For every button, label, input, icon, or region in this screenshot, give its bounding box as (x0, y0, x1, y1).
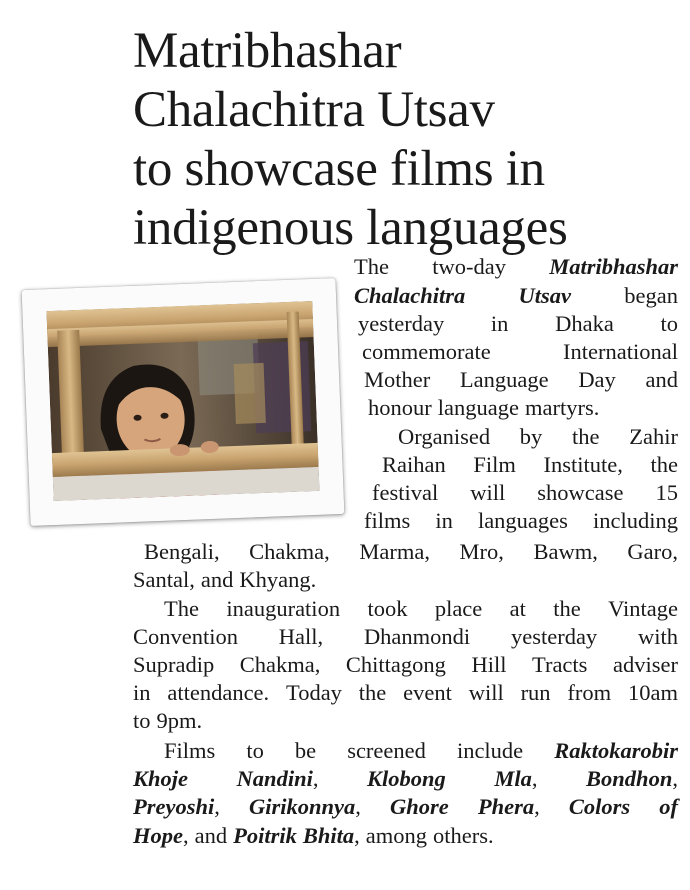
body-text: event (403, 680, 452, 705)
article-word (593, 507, 678, 536)
film-title-text: Phera (477, 794, 535, 819)
body-text: Raihan (382, 452, 446, 477)
article-word (133, 651, 214, 680)
body-text: yesterday (510, 624, 598, 649)
photo-girl-icon (46, 301, 319, 501)
article-word (133, 822, 189, 851)
film-title-text: Girikonnya (248, 794, 356, 819)
body-text: languages (477, 508, 568, 533)
body-text: yesterday (358, 311, 445, 336)
film-title-text: Raktokarobir (554, 738, 678, 763)
body-text: 15 (655, 480, 678, 505)
article-word (578, 366, 616, 395)
body-text: to (660, 311, 678, 336)
article-word (133, 793, 220, 822)
body-text: , (534, 794, 540, 819)
body-text: Hill (471, 652, 507, 677)
body-text: include (456, 738, 524, 763)
body-text: screened (347, 738, 426, 763)
body-text: International (563, 339, 678, 364)
article-word (569, 793, 630, 822)
article-word (659, 793, 678, 822)
body-text: with (637, 624, 678, 649)
article-line (364, 507, 678, 536)
article-word (627, 538, 678, 567)
body-text: began (624, 283, 678, 308)
article-word (645, 366, 678, 395)
body-text: Day (578, 367, 616, 392)
article-word (549, 253, 678, 282)
body-text: 10am (628, 680, 678, 705)
article-word (368, 394, 432, 423)
article-line (133, 651, 678, 680)
article-word (638, 623, 678, 652)
article-word (164, 737, 215, 766)
article-word (613, 651, 678, 680)
article-line (398, 423, 678, 452)
body-text: , (355, 794, 361, 819)
article-word (525, 394, 599, 423)
body-text: at (509, 596, 526, 621)
article-word (655, 479, 678, 508)
article-word (491, 310, 509, 339)
film-title-text: Matribhashar (549, 254, 678, 279)
article-line (372, 479, 678, 508)
article-word (364, 366, 430, 395)
article-word (390, 793, 449, 822)
article-word (469, 679, 504, 708)
article-word (144, 538, 220, 567)
article-word (403, 679, 452, 708)
body-text: Garo, (627, 539, 678, 564)
body-text: took (367, 596, 408, 621)
body-text: among (365, 823, 428, 848)
body-text: by (519, 424, 543, 449)
article-word (438, 394, 519, 423)
article-word (555, 310, 614, 339)
article-word (533, 538, 597, 567)
article-word (471, 651, 506, 680)
article-word (553, 595, 581, 624)
body-text: showcase (537, 480, 624, 505)
article-word (521, 679, 551, 708)
body-text: in (133, 680, 151, 705)
article-line (354, 282, 678, 311)
article-word (494, 765, 537, 794)
article-word (532, 651, 587, 680)
article-line (144, 538, 678, 567)
article-word (295, 737, 316, 766)
body-text: be (294, 738, 317, 763)
body-text: Bawm, (533, 539, 598, 564)
article-line (362, 338, 678, 367)
body-text: attendance. (167, 680, 270, 705)
body-text: , (531, 766, 538, 791)
article-word (347, 737, 426, 766)
article-line (133, 679, 678, 708)
article-word (201, 566, 234, 595)
article-word (372, 479, 438, 508)
body-text: the (650, 452, 678, 477)
article-word (457, 737, 523, 766)
body-text: commemorate (362, 339, 491, 364)
article-line (382, 451, 678, 480)
article-line (364, 366, 678, 395)
body-text: in (435, 508, 453, 533)
body-text: Tracts (532, 652, 588, 677)
film-title-text: Chalachitra (354, 283, 466, 308)
body-text: Bengali, (144, 539, 220, 564)
article-word (586, 765, 678, 794)
article-word (364, 507, 410, 536)
article-word (362, 338, 491, 367)
body-text: festival (372, 480, 439, 505)
body-text: from (567, 680, 612, 705)
body-text: The (164, 596, 199, 621)
film-title-text: Khoje (133, 766, 189, 791)
article-word (510, 595, 526, 624)
body-text: the (572, 424, 600, 449)
article-line (354, 253, 678, 282)
body-text: two-day (432, 254, 506, 279)
film-title-text: Nandini (236, 766, 313, 791)
body-text: Zahir (629, 424, 678, 449)
body-text: Hall, (278, 624, 324, 649)
article-word (358, 310, 444, 339)
article-word (432, 253, 506, 282)
article-word (249, 538, 330, 567)
article-word (435, 595, 482, 624)
body-text: Film (473, 452, 516, 477)
film-title-text: Klobong (367, 766, 446, 791)
body-text: and (194, 823, 228, 848)
article-word (628, 679, 678, 708)
article-word (629, 423, 678, 452)
article-word (133, 765, 188, 794)
body-text: honour (368, 395, 432, 420)
article-word (366, 822, 427, 851)
headline-line: Matribhashar (133, 23, 402, 79)
article-word (303, 822, 360, 851)
body-text: Chakma, (249, 539, 330, 564)
body-text: , (183, 823, 189, 848)
article-word (286, 679, 342, 708)
article-word (608, 595, 678, 624)
article-word (233, 822, 297, 851)
film-title-text: Utsav (518, 283, 572, 308)
article-word (572, 423, 600, 452)
article-line (133, 822, 500, 851)
body-text: will (468, 680, 504, 705)
article-line (133, 793, 678, 822)
film-title-text: of (659, 794, 678, 819)
body-text: Supradip (133, 652, 215, 677)
article-line (133, 566, 322, 595)
film-title-text: Poitrik (233, 823, 297, 848)
article-word (246, 737, 264, 766)
film-title-text: Bondhon (586, 766, 673, 791)
article-word (167, 679, 269, 708)
film-title-text: Ghore (390, 794, 449, 819)
film-title-text: Bhita (302, 823, 355, 848)
article-word (354, 253, 389, 282)
film-title-text: Hope (133, 823, 183, 848)
article-line (368, 394, 605, 423)
article-word (133, 679, 151, 708)
article-word (195, 822, 228, 851)
article-line (133, 765, 678, 794)
body-text: The (354, 254, 389, 279)
headline (133, 22, 683, 258)
body-text: in (490, 311, 509, 336)
film-title-text: Preyoshi (133, 794, 215, 819)
article-photo (22, 278, 345, 526)
article-word (520, 423, 543, 452)
article-word (133, 566, 195, 595)
article-word (478, 507, 568, 536)
body-text: Santal, (133, 567, 195, 592)
article-line (133, 623, 678, 652)
body-text: Mother (364, 367, 431, 392)
headline-line: indigenous languages (133, 200, 568, 256)
body-text: Marma, (359, 539, 430, 564)
body-text: inauguration (226, 596, 341, 621)
article-word (240, 651, 321, 680)
article-word (367, 595, 407, 624)
article-word (367, 765, 446, 794)
body-text: run (520, 680, 551, 705)
article-word (511, 623, 597, 652)
body-text: Dhanmondi (363, 624, 471, 649)
body-text: Chittagong (345, 652, 446, 677)
body-text: to (246, 738, 264, 763)
article-word (460, 538, 504, 567)
article-line (164, 737, 678, 766)
body-text: Organised (398, 424, 491, 449)
article-word (279, 623, 323, 652)
body-text: the (553, 596, 581, 621)
article-word (133, 623, 238, 652)
body-text: the (358, 680, 387, 705)
article-word (133, 707, 151, 736)
body-text: Convention (133, 624, 238, 649)
article-word (478, 793, 540, 822)
article-word (359, 679, 387, 708)
headline-line: to showcase films in (133, 141, 545, 197)
article-word (650, 451, 678, 480)
body-text: Dhaka (555, 311, 614, 336)
article-word (382, 451, 446, 480)
body-text: martyrs. (524, 395, 600, 420)
body-text: , (672, 766, 678, 791)
body-text: Films (164, 738, 216, 763)
article-word (473, 451, 516, 480)
article-word (249, 793, 361, 822)
body-text: Khyang. (239, 567, 317, 592)
body-text: Today (286, 680, 342, 705)
article-word (435, 507, 453, 536)
body-text: , (312, 766, 319, 791)
body-text: to (133, 708, 151, 733)
article-word (543, 451, 622, 480)
headline-line: Chalachitra Utsav (133, 82, 495, 138)
article-word (359, 538, 430, 567)
body-text: language (437, 395, 519, 420)
article-word (554, 737, 678, 766)
body-text: 9pm. (156, 708, 203, 733)
article-word (537, 479, 623, 508)
article-word (157, 707, 203, 736)
film-title-text: Colors (568, 794, 631, 819)
article-word (460, 366, 549, 395)
body-text: , (354, 823, 360, 848)
body-text: films (364, 508, 411, 533)
body-text: Language (459, 367, 549, 392)
body-text: , (214, 794, 220, 819)
body-text: and (200, 567, 234, 592)
body-text: including (592, 508, 678, 533)
article-word (563, 338, 678, 367)
article-word (364, 623, 470, 652)
body-text: and (645, 367, 678, 392)
body-text: others. (433, 823, 494, 848)
article-word (624, 282, 678, 311)
body-text: Vintage (608, 596, 678, 621)
article-word (354, 282, 465, 311)
article-word (470, 479, 505, 508)
article-word (433, 822, 494, 851)
body-text: place (434, 596, 483, 621)
article-word (660, 310, 678, 339)
body-text: Institute, (543, 452, 623, 477)
article-word (567, 679, 611, 708)
body-text: Chakma, (239, 652, 321, 677)
article-word (519, 282, 572, 311)
body-text: will (470, 480, 506, 505)
body-text: Mro, (459, 539, 504, 564)
article-word (237, 765, 319, 794)
article-word (226, 595, 340, 624)
article-line (164, 595, 678, 624)
article-word (164, 595, 199, 624)
article-line (133, 707, 208, 736)
film-title-text: Mla (494, 766, 532, 791)
article-line (358, 310, 678, 339)
article-word (346, 651, 446, 680)
article-word (239, 566, 316, 595)
body-text: adviser (612, 652, 678, 677)
article-word (398, 423, 490, 452)
